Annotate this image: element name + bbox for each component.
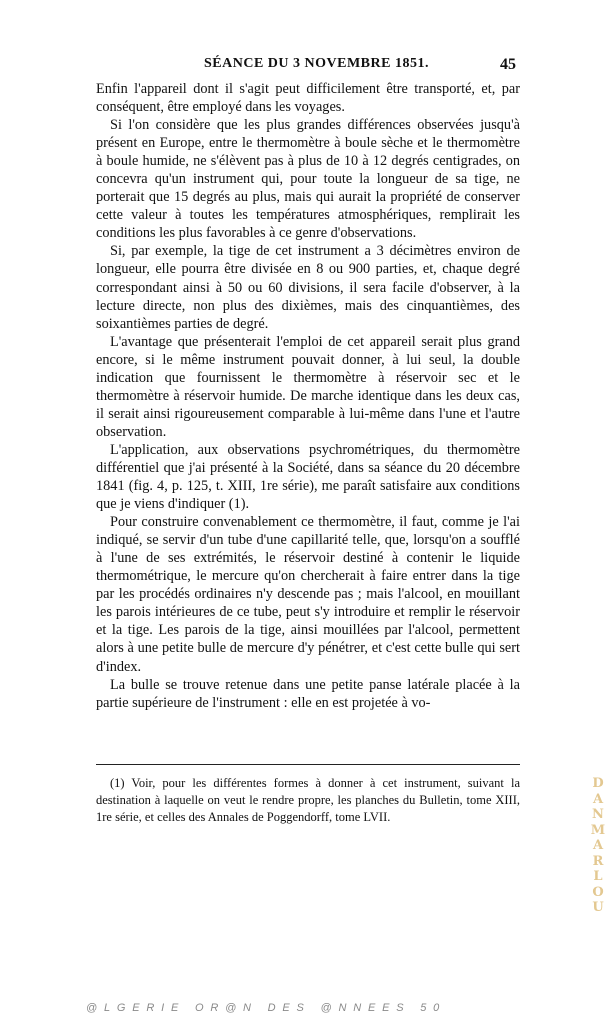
- paragraph: L'avantage que présenterait l'emploi de cet appareil serait plus grand encore, si le même instrument pouvait donner, à lui seul, la double indication que fournissent le thermomètre à réservoir sec et le thermomètre à réservoir humide. De marche identique dans les deux cas, il serait ainsi rigoureusement comparable à lui-même dans l'une et l'autre observation.: [96, 333, 520, 440]
- paragraph: L'application, aux observations psychrométriques, du thermomètre différentiel que j'ai présenté à la Société, dans sa séance du 20 décembre 1841 (fig. 4, p. 125, t. XIII, 1re série), me paraît satisfaire aux conditions que je viens d'indiquer (1).: [96, 441, 520, 513]
- running-header: [96, 56, 516, 76]
- watermark: @LGERIE OR@N DES @NNEES 50: [86, 1002, 447, 1014]
- paragraph: La bulle se trouve retenue dans une petite panse latérale placée à la partie supérieure de l'instrument : elle en est projetée à vo-: [96, 676, 520, 711]
- paragraph: Si l'on considère que les plus grandes différences observées jusqu'à présent en Europe, entre le thermomètre à boule sèche et le thermomètre à boule humide, ne s'élèvent pas à plus de 10 à 12 degrés centigrades, on concevra qu'un instrument qui, pour toute la longueur de sa tige, ne porterait que 15 degrés au plus, mais qui aurait la propriété de conserver cette valeur à toutes les températures atmosphériques, remplirait les conditions les plus favorables à ce genre d'observations.: [96, 117, 520, 242]
- footnote-divider: [96, 764, 520, 765]
- paragraph: Enfin l'appareil dont il s'agit peut difficilement être transporté, et, par conséquent, être employé dans les voyages.: [96, 81, 520, 116]
- vertical-stamp: DANMARLOU: [590, 776, 606, 915]
- body-text: [96, 80, 520, 712]
- footnote: [96, 775, 520, 826]
- header-title: SÉANCE DU 3 NOVEMBRE 1851.: [204, 56, 429, 71]
- paragraph: Pour construire convenablement ce thermomètre, il faut, comme je l'ai indiqué, se servir d'un tube d'une capillarité telle, que, lorsqu'on a soufflé à l'une de ses extrémités, le réservoir destiné à contenir le liquide thermométrique, le mercure qu'on chercherait à faire entrer dans la tige par les procédés ordinaires n'y descende pas ; mais l'alcool, en mouillant les parois intérieures de ce tube, peut s'y introduire et remplir le réservoir et la tige. Les parois de la tige, ainsi mouillées par l'alcool, permettent alors à une petite bulle de mercure d'y pénétrer, et c'est cette bulle qui sert d'index.: [96, 514, 520, 675]
- paragraph: Si, par exemple, la tige de cet instrument a 3 décimètres environ de longueur, elle pourra être divisée en 8 ou 900 parties, et, chaque degré correspondant ainsi à 50 ou 60 divisions, il sera facile d'observer, à la lecture directe, non plus des dixièmes, mais des cinquantièmes, des soixantièmes parties de degré.: [96, 243, 520, 332]
- page-number: 45: [500, 56, 516, 73]
- footnote-text: (1) Voir, pour les différentes formes à donner à cet instrument, suivant la destination à laquelle on veut le rendre propre, les planches du Bulletin, tome XIII, 1re série, et celles des Annales de Poggendorff, tome LVII.: [96, 776, 520, 824]
